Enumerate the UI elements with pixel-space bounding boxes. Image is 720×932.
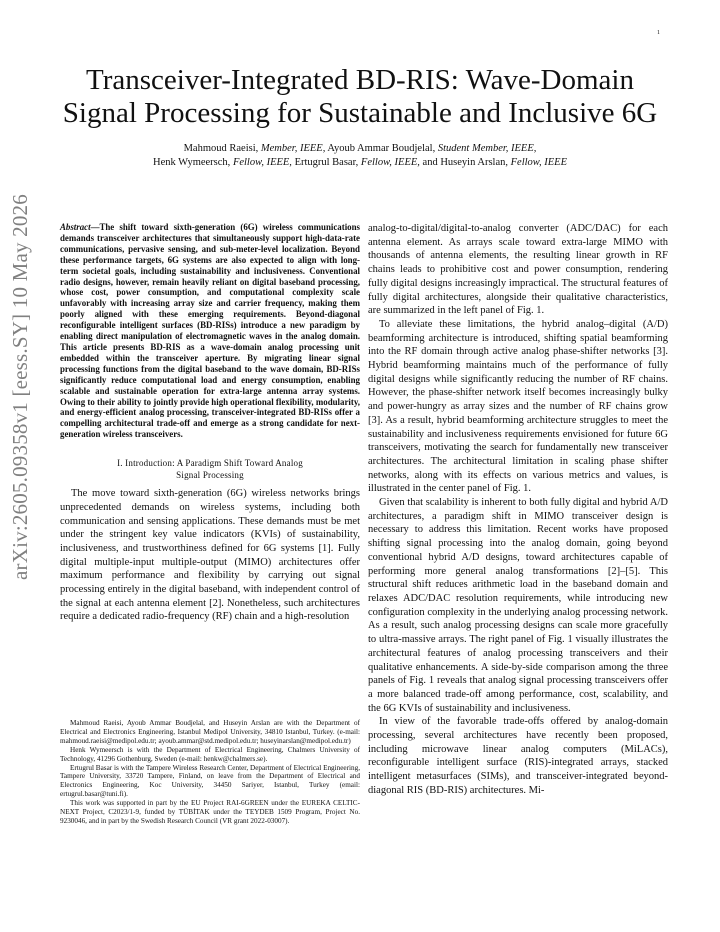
abstract: [60, 222, 360, 440]
author-role: Member, IEEE,: [260, 143, 326, 154]
author-role: Student Member, IEEE,: [437, 143, 537, 154]
paper-title: [40, 64, 680, 130]
footnotes: [60, 719, 360, 826]
body-paragraph: Given that scalability is inherent to both fully digital and hybrid A/D architectures, a paradigm shift in MIMO transceiver design is necessary to address this limitation. Recent works have proposed shifting signal processing into the analog domain, going beyond conventional hybrid A/D designs, toward architectures capable of performing more general analog transformations [2]–[5]. This structural shift reduces arithmetic load in the baseband domain and relaxes ADC/DAC resolution requirements, while introducing new configuration complexity in the underlying analog processing network. As a result, such analog processing designs can scale more gracefully to ultra-massive arrays. The right panel of Fig. 1 visually illustrates the architectural features of analog processing transceivers and their qualitative enhancements. A side-by-side comparison among the three panels of Fig. 1 reveals that analog signal processing transceivers offer a more balanced trade-off among performance, cost, scalability, and the 6G KVIs of sustainability and inclusiveness.: [368, 497, 668, 714]
footnote-affiliation: Henk Wymeersch is with the Department of Electrical Engineering, Chalmers University of Technology, 41296 Gothenburg, Sweden (e-mail: henkw@chalmers.se).: [60, 745, 360, 763]
author-name: Huseyin Arslan,: [440, 157, 509, 168]
body-paragraph: The move toward sixth-generation (6G) wireless networks brings unprecedented demands on wireless systems, including both communication and sensing applications. These demands must be met under the stringent key value indicators (KVIs) of sustainability, inclusiveness, and trustworthiness defined for 6G systems [1]. Fully digital multiple-input multiple-output (MIMO) architectures offer maximum performance and flexibility by carrying out signal processing entirely in the digital baseband, with independent control of the signal at each antenna element [2]. Nonetheless, such architectures require a dedicated radio-frequency (RF) chain and a high-resolution: [60, 488, 360, 623]
author-name: Mahmoud Raeisi,: [183, 143, 259, 154]
author-line-2: [40, 156, 680, 170]
author-conjunction: and: [422, 157, 438, 168]
abstract-text: —The shift toward sixth-generation (6G) wireless communications demands transceiver architectures that simultaneously support high-data-rate communications, pervasive sensing, and sub-meter-level localization. Beyond these performance targets, 6G systems are also expected to align with long-term societal goals, including sustainability and inclusiveness. Conventional radio designs, however, remain heavily reliant on digital baseband processing, whose cost, power consumption, and computational complexity scale unfavorably with increasing array size and carrier frequency, making them poorly aligned with these emerging requirements. Beyond-diagonal reconfigurable intelligent surfaces (BD-RISs) introduce a new paradigm by enabling direct manipulation of electromagnetic waves in the analog domain. This article presents BD-RIS as a wave-domain analog processing unit embedded within the transceiver aperture. By migrating linear signal processing functions from the digital baseband to the wave domain, BD-RISs significantly reduce computational load and energy consumption, enabling scalable and sustainable operation for extra-large antenna array systems. Owing to their ability to jointly provide high operational flexibility, modularity, and energy-efficient analog processing, transceiver-integrated BD-RISs offer a compelling architectural trade-off and emerge as a strong candidate for next-generation wireless transceivers.: [60, 222, 360, 440]
author-line-1: [40, 142, 680, 156]
author-role: Fellow, IEEE: [510, 157, 568, 168]
left-column: [60, 222, 360, 624]
body-paragraph: analog-to-digital/digital-to-analog converter (ADC/DAC) for each antenna element. As arrays scale toward extra-large MIMO with thousands of antenna elements, the resulting linear growth in RF chains leads to prohibitive cost and power consumption, rendering fully digital designs increasingly impractical. The structural features of fully digital architectures, alongside their qualitative characteristics, are summarized in the left panel of Fig. 1.: [368, 223, 668, 317]
footnote-funding: This work was supported in part by the EU Project RAI-6GREEN under the EUREKA CELTIC-NEXT Project, C2023/1-9, funded by TÜBİTAK under the TEYDEB 1509 Program, Project No. 9230046, and in part by the Swedish Research Council (VR grant 2022-03007).: [60, 799, 360, 825]
body-paragraph: To alleviate these limitations, the hybrid analog–digital (A/D) beamforming architecture is introduced, shifting spatial beamforming into the RF domain through active analog phase-shifter networks [3]. Hybrid beamforming maintains much of the performance of fully digital designs while significantly reducing the number of RF chains. However, the phase-shifter network itself becomes increasingly bulky and power-hungry as array sizes and the number of RF chains grow [3]. As a result, hybrid beamforming architecture struggles to meet the sustainability and inclusiveness requirements envisioned for future 6G transceivers, motivating the search for fundamentally new transceiver architectures. The architectural limitation in scaling phase shifter networks, along with its effects on various metrics and values, is illustrated in the center panel of Fig. 1.: [368, 318, 668, 495]
author-role: Fellow, IEEE,: [360, 157, 420, 168]
author-name: Ayoub Ammar Boudjelal,: [327, 143, 436, 154]
author-name: Ertugrul Basar,: [294, 157, 359, 168]
title-line-1: Transceiver-Integrated BD-RIS: Wave-Domain: [86, 64, 634, 96]
section-heading-line-1: I. Introduction: A Paradigm Shift Toward Analog: [117, 458, 303, 469]
right-column: [368, 222, 668, 798]
body-paragraph: In view of the favorable trade-offs offered by analog-domain processing, several architectures have recently been proposed, including microwave linear analog computers (MiLACs), reconfigurable intelligent surface (RIS)-integrated arrays, stacked intelligent metasurfaces (SIMs), and transceiver-integrated beyond-diagonal RIS (BD-RIS) architectures. Mi-: [368, 716, 668, 796]
section-heading: [60, 458, 360, 481]
title-line-2: Signal Processing for Sustainable and Inclusive 6G: [62, 97, 658, 129]
footnote-affiliation: Mahmoud Raeisi, Ayoub Ammar Boudjelal, and Huseyin Arslan are with the Department of Electrical and Electronics Engineering, Istanbul Medipol University, 34810 Istanbul, Turkey. (e-mail: mahmoud.raeisi@medipol.edu.tr; ayoub.ammar@std.medipol.edu.tr; huseyinarslan@medipol.edu.tr): [60, 719, 360, 745]
author-name: Henk Wymeersch,: [152, 157, 231, 168]
author-role: Fellow, IEEE,: [232, 157, 292, 168]
arxiv-stamp: arXiv:2605.09358v1 [eess.SY] 10 May 2026: [8, 194, 32, 580]
author-list: [40, 142, 680, 170]
section-heading-line-2: Signal Processing: [176, 469, 244, 480]
page-number: 1: [657, 30, 660, 36]
abstract-lead: Abstract: [60, 222, 91, 232]
footnote-affiliation: Ertugrul Basar is with the Tampere Wireless Research Center, Department of Electrical Engineering, Tampere University, 33720 Tampere, Finland, on leave from the Department of Electrical and Electronics Engineering, Koc University, 34450 Sariyer, Istanbul, Turkey (email: ertugrul.basar@tuni.fi).: [60, 763, 360, 799]
